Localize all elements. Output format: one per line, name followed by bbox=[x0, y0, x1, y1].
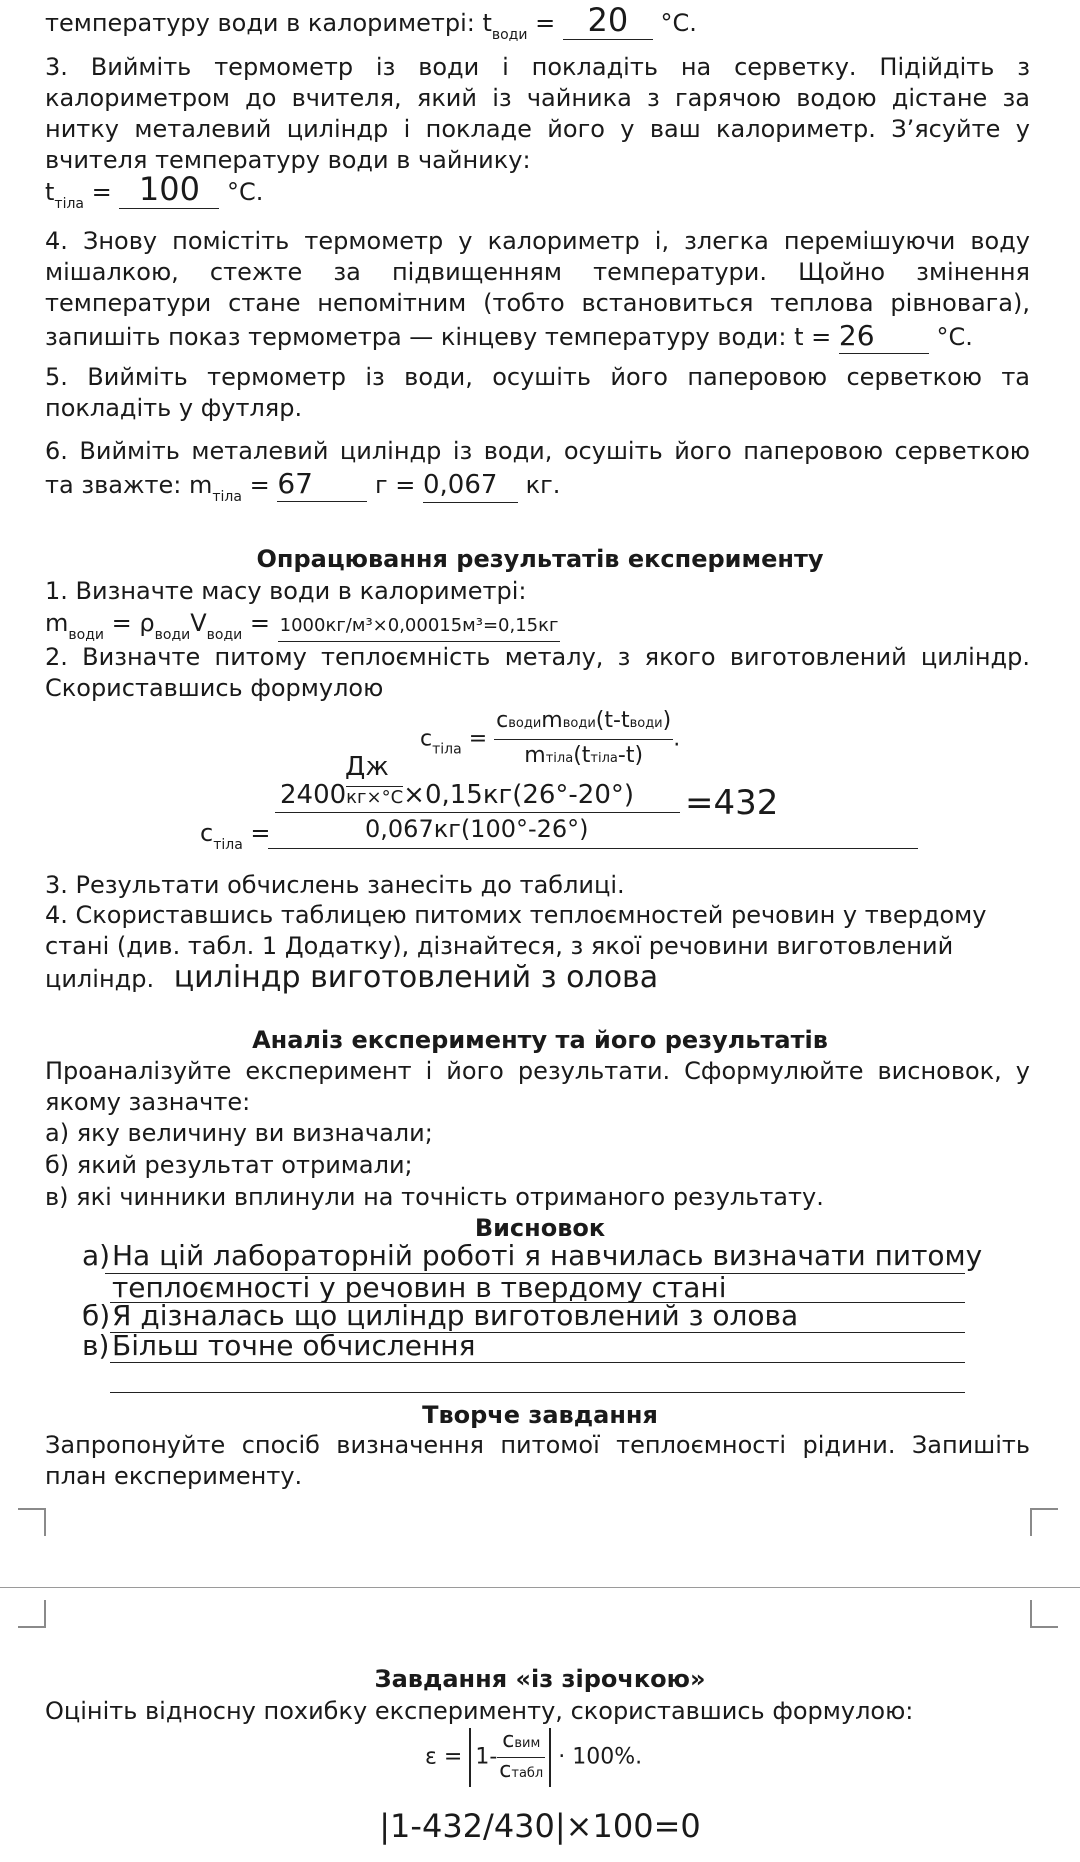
processing-item-4 bbox=[45, 900, 1030, 995]
answer-c-underline bbox=[110, 1362, 965, 1363]
water-sub: води bbox=[491, 27, 528, 43]
mass-kg-field bbox=[423, 468, 518, 503]
m-body-sub: тіла bbox=[212, 489, 242, 505]
step-3-text: 3. Вийміть термометр із води і покладіть на серветку. Підійдіть з калориметром до вчителя, який із чайника з гарячою водою дістане за нитку металевий циліндр і покладе його у ваш калориметр. З’ясуйте у вчителя температуру води в чайнику: bbox=[45, 53, 1030, 174]
creative-text: Запропонуйте спосіб визначення питомої теплоємності рідини. Запишіть план експерименту. bbox=[45, 1431, 1030, 1490]
answer-c-label: в) bbox=[82, 1329, 110, 1362]
mass-g-field bbox=[277, 467, 367, 502]
answer-a-label: а) bbox=[82, 1239, 111, 1272]
water-sub: води bbox=[562, 716, 596, 731]
water-sub: води bbox=[68, 627, 104, 643]
eq-sign: = bbox=[249, 609, 271, 637]
body-sub: тіла bbox=[545, 751, 574, 766]
t-body-sub: тіла bbox=[54, 196, 84, 212]
mass-kg-value: 0,067 bbox=[423, 470, 498, 500]
water-temp-label: температуру води в калориметрі: t bbox=[45, 9, 492, 37]
step-5-text: 5. Вийміть термометр із води, осушіть його паперовою серветкою та покладіть у футляр. bbox=[45, 363, 1030, 422]
specific-heat-formula: $c_{тіла}$ = $\frac{\text{cводиmводи(t-tводи)}}{\text{mтіла(tтіла-t)}}$ . bbox=[420, 705, 680, 774]
error-denominator bbox=[497, 1758, 545, 1787]
one-minus: 1- bbox=[475, 1744, 498, 1770]
analysis-q-b: б) який результат отримали; bbox=[45, 1151, 413, 1179]
processing-item-2: 2. Визначте питому теплоємність металу, з якого виготовлений циліндр. Скориставшись формулою bbox=[45, 643, 1030, 702]
analysis-intro: Проаналізуйте експеримент і його результати. Сформулюйте висновок, у якому зазначте: bbox=[45, 1057, 1030, 1116]
step-6-text bbox=[45, 436, 1030, 513]
answer-a-line-1: На цій лабораторній роботі я навчилась визначати питому bbox=[112, 1239, 983, 1272]
table-sub: табл bbox=[511, 1766, 544, 1781]
body-sub: тіла bbox=[432, 741, 462, 758]
item-4-body: 4. Скориставшись таблицею питомих теплоємностей речовин у твердому стані (див. табл. 1 Додатку), дізнайтеся, з якої речовини виготовлений циліндр. bbox=[45, 901, 987, 993]
eq-sign: = bbox=[468, 726, 488, 752]
analysis-q-c: в) які чинники вплинули на точність отриманого результату. bbox=[45, 1183, 824, 1211]
body-temp-value: 100 bbox=[138, 170, 200, 208]
c-measured: c bbox=[502, 1728, 515, 1753]
measured-sub: вим bbox=[514, 1736, 541, 1751]
answer-blank-underline bbox=[110, 1392, 965, 1393]
page-corner-mark bbox=[1030, 1600, 1058, 1628]
answer-underline bbox=[268, 848, 918, 849]
analysis-q-a: а) яку величину ви визначали; bbox=[45, 1119, 433, 1147]
eq-sign: = bbox=[249, 471, 270, 499]
calc-num-value: 2400 bbox=[280, 780, 347, 810]
abs-value bbox=[469, 1728, 551, 1787]
analysis-title: Аналіз експерименту та його результатів bbox=[252, 1026, 828, 1054]
c-table: c bbox=[499, 1758, 512, 1783]
eq-sign: = bbox=[535, 9, 556, 37]
page-corner-mark bbox=[18, 1508, 46, 1536]
calc-denominator: 0,067кг(100°-26°) bbox=[365, 815, 589, 843]
star-task-text: Оцініть відносну похибку експерименту, скориставшись формулою: bbox=[45, 1697, 914, 1725]
step-6-body: 6. Вийміть металевий циліндр із води, осушіть його паперовою серветкою та зважте: m bbox=[45, 437, 1030, 499]
eq-sign: = bbox=[91, 178, 112, 206]
water-temp-field bbox=[563, 3, 653, 40]
step-4-body: 4. Знову помістіть термометр у калориметр і, злегка перемішуючи воду мішалкою, стежте за підвищенням температури. Щойно змінення температури стане непомітним (тобто встановиться теплова рівновага), запишіть показ термометра — кінцеву температуру води: t = bbox=[45, 227, 1030, 351]
unit-gram: г = bbox=[375, 471, 416, 499]
m-water: m bbox=[541, 708, 563, 733]
processing-item-1: 1. Визначте масу води в калориметрі: bbox=[45, 577, 527, 605]
c-water: c bbox=[496, 708, 509, 733]
step-4-text bbox=[45, 226, 1030, 354]
water-sub: води bbox=[206, 627, 243, 643]
unit-celsius: °С. bbox=[660, 9, 697, 37]
water-temp-line bbox=[45, 3, 697, 51]
page-corner-mark bbox=[18, 1600, 46, 1628]
calc-unit-denominator: кг×°С bbox=[346, 787, 404, 808]
specific-heat-calculation bbox=[200, 752, 920, 853]
water-mass-answer: 1000кг/м³×0,00015м³=0,15кг bbox=[278, 610, 561, 642]
mass-g-value: 67 bbox=[277, 467, 313, 500]
t-body-label: t bbox=[45, 178, 55, 206]
c-symbol: c bbox=[200, 819, 214, 847]
unit-celsius: °С. bbox=[936, 323, 973, 351]
water-sub: води bbox=[508, 716, 542, 731]
final-temp-value: 26 bbox=[838, 319, 875, 352]
m-symbol: m bbox=[45, 609, 69, 637]
answer-b: Я дізналась що циліндр виготовлений з олова bbox=[112, 1299, 799, 1332]
unit-celsius: °С. bbox=[227, 178, 264, 206]
creative-title: Творче завдання bbox=[422, 1401, 658, 1429]
calc-result: =432 bbox=[685, 783, 779, 823]
star-task-title: Завдання «із зірочкою» bbox=[374, 1665, 706, 1693]
calc-fraction-bar bbox=[275, 812, 680, 813]
body-sub: тіла bbox=[213, 837, 243, 853]
final-temp-field bbox=[839, 319, 929, 354]
answer-a-line-2: теплоємності у речовин в твердому стані bbox=[112, 1271, 727, 1304]
body-temp-line bbox=[45, 172, 263, 220]
water-sub: води bbox=[629, 716, 663, 731]
error-numerator bbox=[497, 1728, 545, 1758]
answer-b-label: б) bbox=[82, 1299, 111, 1332]
c-symbol: c bbox=[420, 726, 433, 752]
star-task-answer: |1-432/430|×100=0 bbox=[379, 1807, 701, 1845]
calc-unit-numerator: Дж bbox=[345, 752, 389, 782]
times-100: · 100%. bbox=[558, 1744, 643, 1770]
water-sub: води bbox=[154, 627, 191, 643]
calc-numerator bbox=[280, 780, 634, 813]
rho-symbol: = ρ bbox=[111, 609, 155, 637]
answer-c: Більш точне обчислення bbox=[112, 1329, 476, 1362]
m-body: m bbox=[524, 743, 546, 768]
item-4-answer: циліндр виготовлений з олова bbox=[173, 960, 659, 995]
processing-item-3: 3. Результати обчислень занесіть до таблиці. bbox=[45, 871, 625, 899]
body-temp-field bbox=[119, 172, 219, 209]
unit-kg: кг. bbox=[525, 471, 561, 499]
epsilon-symbol: ε = bbox=[425, 1744, 463, 1770]
c-body-label: $c_{тіла}$ = bbox=[200, 819, 271, 853]
temp-diff-water: (t-t bbox=[595, 708, 630, 733]
error-fraction bbox=[497, 1728, 545, 1787]
page-break-line bbox=[0, 1587, 1080, 1588]
body-sub: тіла bbox=[590, 751, 618, 766]
water-temp-value: 20 bbox=[587, 1, 629, 39]
formula-numerator: cводиmводи(t-tводи) bbox=[494, 705, 673, 740]
page-corner-mark bbox=[1030, 1508, 1058, 1536]
calc-num-rest: ×0,15кг(26°-20°) bbox=[403, 780, 635, 810]
error-formula bbox=[425, 1728, 642, 1787]
v-symbol: V bbox=[190, 609, 207, 637]
temp-diff-end: -t) bbox=[617, 743, 644, 768]
conclusion-title: Висновок bbox=[474, 1214, 606, 1242]
processing-title: Опрацювання результатів експерименту bbox=[256, 545, 824, 573]
temp-diff-body: (t bbox=[573, 743, 591, 768]
